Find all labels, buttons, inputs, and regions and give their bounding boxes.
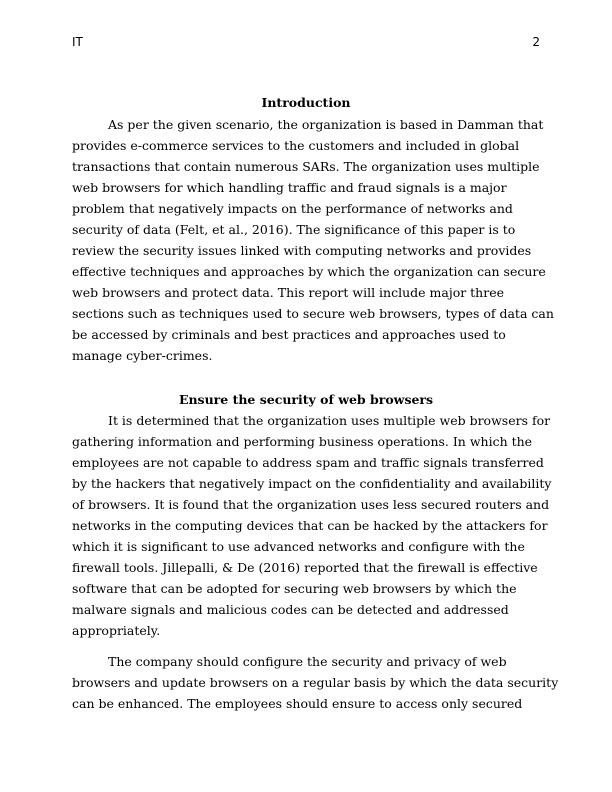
paragraph-introduction	[72, 114, 554, 366]
paragraph-line: of browsers. It is found that the organization uses less secured routers and	[72, 497, 550, 512]
paragraph-line: networks in the computing devices that can be hacked by the attackers for	[72, 518, 548, 533]
section-heading-browser-security: Ensure the security of web browsers	[178, 392, 434, 407]
paragraph-line: It is determined that the organization uses multiple web browsers for	[108, 413, 551, 428]
paragraph-line: which it is significant to use advanced networks and configure with the	[72, 539, 525, 554]
paragraph-line: be accessed by criminals and best practices and approaches used to	[72, 327, 506, 342]
paragraph-line: security of data (Felt, et al., 2016). The significance of this paper is to	[72, 222, 516, 237]
paragraph-line: provides e-commerce services to the customers and included in global	[72, 138, 520, 153]
paragraph-line: gathering information and performing business operations. In which the	[72, 434, 533, 449]
paragraph-line: problem that negatively impacts on the performance of networks and	[72, 201, 513, 216]
paragraph-line: review the security issues linked with computing networks and provides	[72, 243, 532, 258]
section-heading-introduction: Introduction	[261, 95, 351, 110]
paragraph-line: malware signals and malicious codes can be detected and addressed	[72, 602, 509, 617]
paragraph-line: manage cyber-crimes.	[72, 348, 213, 363]
paragraph-line: browsers and update browsers on a regular basis by which the data security	[72, 675, 559, 690]
paragraph-line: sections such as techniques used to secure web browsers, types of data can	[72, 306, 554, 321]
paragraph-line: web browsers and protect data. This report will include major three	[72, 285, 505, 300]
paragraph-line: by the hackers that negatively impact on the confidentiality and availability	[72, 476, 552, 491]
paragraph-line: can be enhanced. The employees should ensure to access only secured	[72, 696, 523, 711]
paragraph-line: firewall tools. Jillepalli, & De (2016) reported that the firewall is effective	[72, 560, 538, 575]
paragraph-line: web browsers for which handling traffic and fraud signals is a major	[72, 180, 507, 195]
paragraph-line: appropriately.	[72, 623, 161, 638]
paragraph-browser-security-2	[72, 651, 559, 714]
paragraph-line: transactions that contain numerous SARs. The organization uses multiple	[72, 159, 540, 174]
paragraph-browser-security-1	[72, 410, 552, 641]
paragraph-line: The company should configure the security and privacy of web	[108, 654, 507, 669]
paragraph-line: As per the given scenario, the organization is based in Damman that	[108, 117, 544, 132]
running-head: IT	[72, 35, 83, 49]
paragraph-line: software that can be adopted for securing web browsers by which the	[72, 581, 517, 596]
paragraph-line: effective techniques and approaches by which the organization can secure	[72, 264, 546, 279]
page-number: 2	[532, 35, 540, 49]
paragraph-line: employees are not capable to address spam and traffic signals transferred	[72, 455, 544, 470]
